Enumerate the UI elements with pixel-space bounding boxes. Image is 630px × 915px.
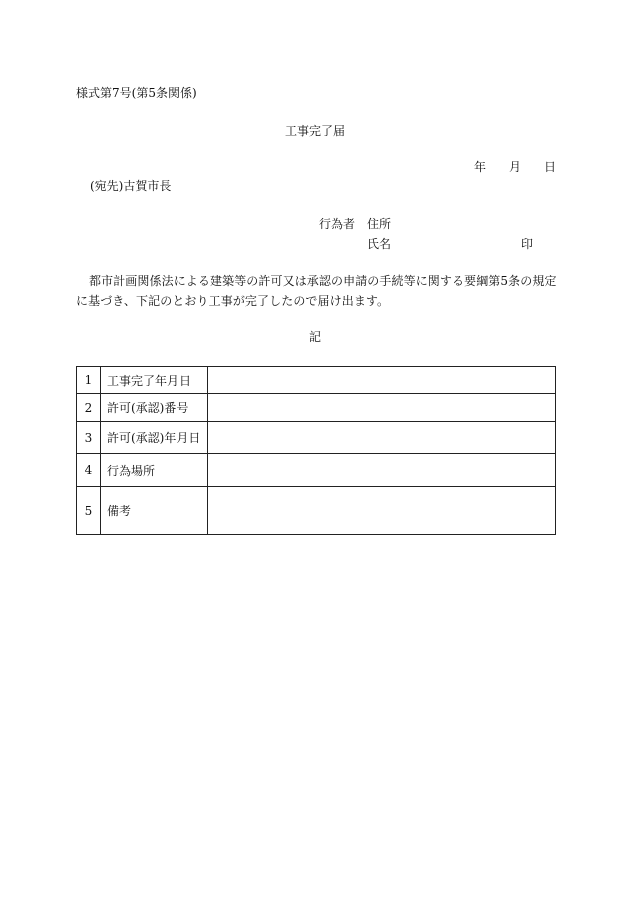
table-row (77, 454, 556, 487)
row-value-field[interactable] (208, 422, 556, 454)
row-number: 2 (77, 394, 101, 422)
address-label: 住所 (367, 217, 392, 231)
table-row (77, 487, 556, 535)
row-value-field[interactable] (208, 454, 556, 487)
row-value-field[interactable] (208, 367, 556, 394)
row-item-label: 許可(承認)年月日 (101, 422, 208, 454)
date-line (474, 159, 556, 175)
row-item-label: 備考 (101, 487, 208, 535)
addressee: (宛先)古賀市長 (90, 179, 172, 193)
seal-label: 印 (521, 237, 534, 251)
body-text: 都市計画関係法による建築等の許可又は承認の申請の手続等に関する要綱第5条の規定に基づき、下記のとおり工事が完了したので届け出ます。 (76, 274, 557, 308)
year-label: 年 (474, 160, 487, 174)
row-item-label: 工事完了年月日 (101, 367, 208, 394)
actor-label: 行為者 (319, 217, 356, 231)
row-number: 5 (77, 487, 101, 535)
form-number: 様式第7号(第5条関係) (76, 86, 197, 100)
month-label: 月 (508, 160, 521, 174)
table-row (77, 394, 556, 422)
row-item-label: 許可(承認)番号 (101, 394, 208, 422)
row-value-field[interactable] (208, 394, 556, 422)
table-row (77, 367, 556, 394)
day-label: 日 (543, 160, 556, 174)
row-number: 1 (77, 367, 101, 394)
table-row (77, 422, 556, 454)
row-number: 4 (77, 454, 101, 487)
ki-label: 記 (308, 330, 321, 344)
row-value-field[interactable] (208, 487, 556, 535)
row-number: 3 (77, 422, 101, 454)
name-label: 氏名 (367, 237, 392, 251)
row-item-label: 行為場所 (101, 454, 208, 487)
detail-table (76, 366, 556, 535)
document-title: 工事完了届 (284, 124, 345, 138)
